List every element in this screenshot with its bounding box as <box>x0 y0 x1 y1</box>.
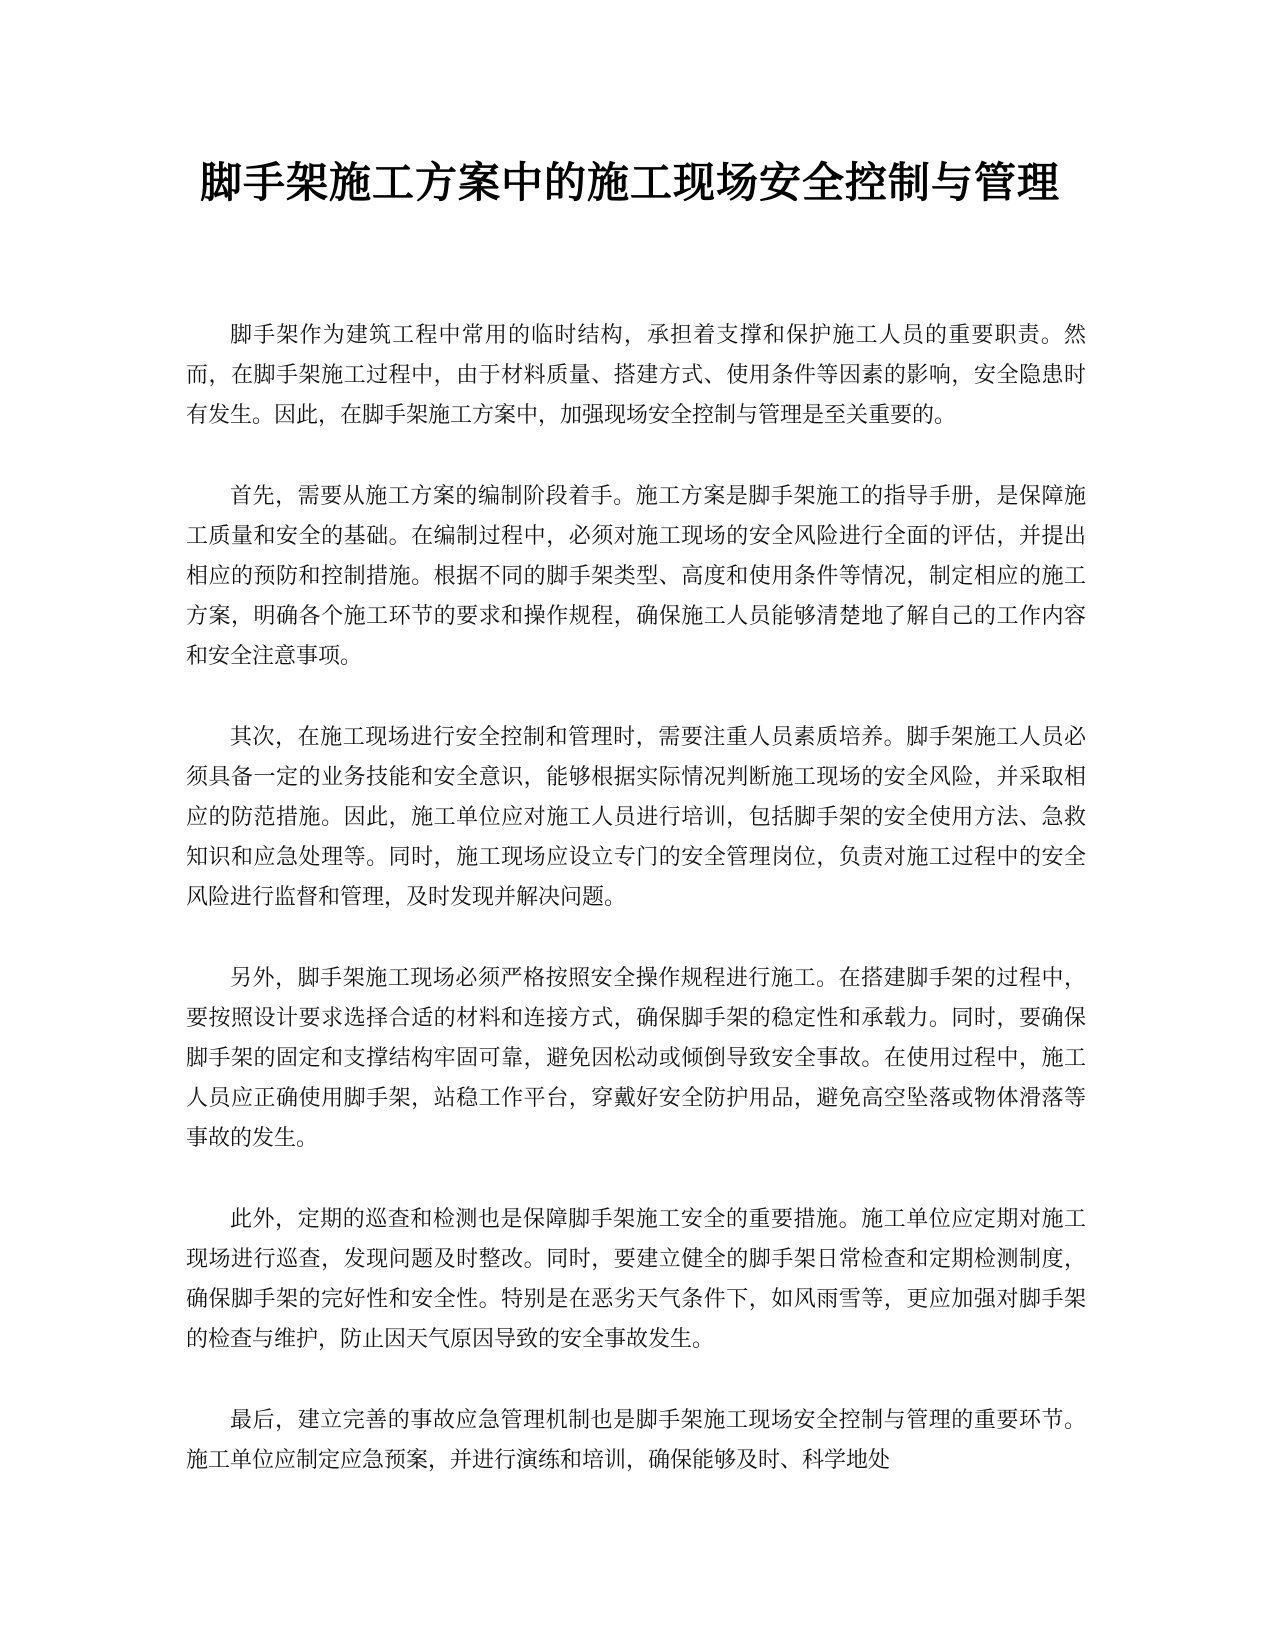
paragraph-1: 脚手架作为建筑工程中常用的临时结构，承担着支撑和保护施工人员的重要职责。然而，在脚手架施工过程中，由于材料质量、搭建方式、使用条件等因素的影响，安全隐患时有发生。因此，在脚手架施工方案中，加强现场安全控制与管理是至关重要的。 <box>186 323 1086 428</box>
paragraph-4: 另外，脚手架施工现场必须严格按照安全操作规程进行施工。在搭建脚手架的过程中，要按照设计要求选择合适的材料和连接方式，确保脚手架的稳定性和承载力。同时，要确保脚手架的固定和支撑结构牢固可靠，避免因松动或倾倒导致安全事故。在使用过程中，施工人员应正确使用脚手架，站稳工作平台，穿戴好安全防护用品，避免高空坠落或物体滑落等事故的发生。 <box>186 966 1086 1151</box>
document-title: 脚手架施工方案中的施工现场安全控制与管理 <box>199 158 1060 207</box>
paragraph-3: 其次，在施工现场进行安全控制和管理时，需要注重人员素质培养。脚手架施工人员必须具备一定的业务技能和安全意识，能够根据实际情况判断施工现场的安全风险，并采取相应的防范措施。因此，施工单位应对施工人员进行培训，包括脚手架的安全使用方法、急救知识和应急处理等。同时，施工现场应设立专门的安全管理岗位，负责对施工过程中的安全风险进行监督和管理，及时发现并解决问题。 <box>186 725 1086 910</box>
document-body <box>186 316 1086 1522</box>
paragraph-2: 首先，需要从施工方案的编制阶段着手。施工方案是脚手架施工的指导手册，是保障施工质量和安全的基础。在编制过程中，必须对施工现场的安全风险进行全面的评估，并提出相应的预防和控制措施。根据不同的脚手架类型、高度和使用条件等情况，制定相应的施工方案，明确各个施工环节的要求和操作规程，确保施工人员能够清楚地了解自己的工作内容和安全注意事项。 <box>186 484 1086 669</box>
paragraph-5: 此外，定期的巡查和检测也是保障脚手架施工安全的重要措施。施工单位应定期对施工现场进行巡查，发现问题及时整改。同时，要建立健全的脚手架日常检查和定期检测制度，确保脚手架的完好性和安全性。特别是在恶劣天气条件下，如风雨雪等，更应加强对脚手架的检查与维护，防止因天气原因导致的安全事故发生。 <box>186 1207 1086 1352</box>
paragraph-6: 最后，建立完善的事故应急管理机制也是脚手架施工现场安全控制与管理的重要环节。施工单位应制定应急预案，并进行演练和培训，确保能够及时、科学地处 <box>186 1408 1086 1473</box>
